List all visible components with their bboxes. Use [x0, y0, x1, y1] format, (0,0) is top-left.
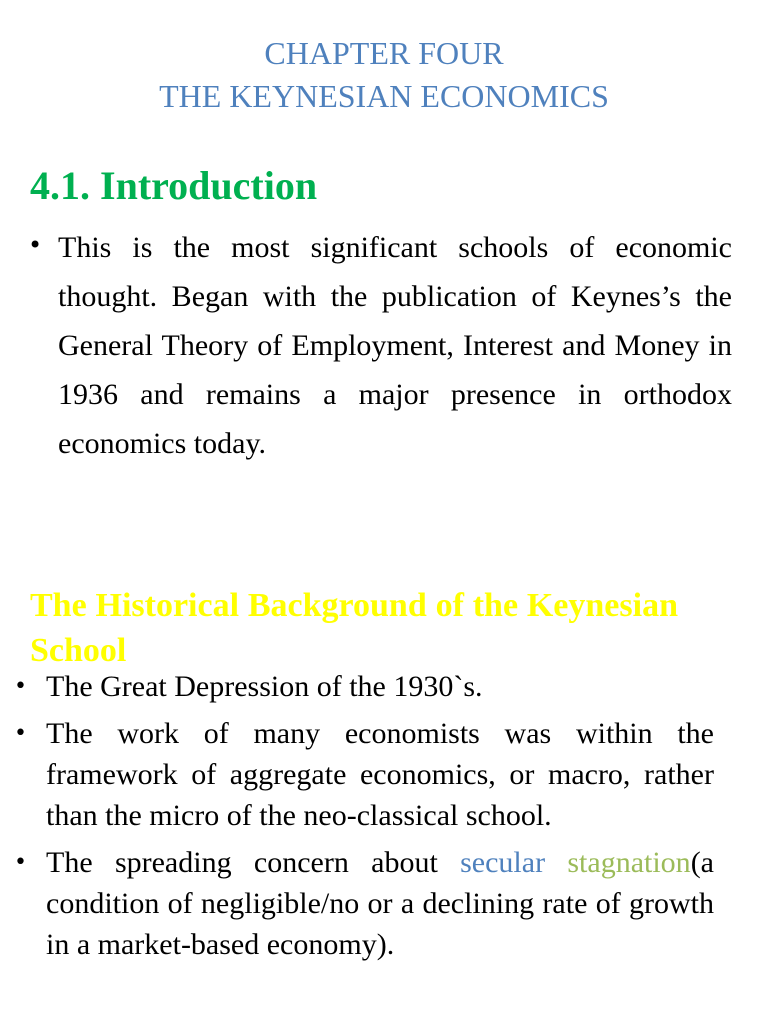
term-secular: secular: [460, 846, 546, 879]
bullet-icon: •: [14, 721, 27, 746]
intro-bullet-text: This is the most significant schools of economic thought. Began with the publication of Keynes’s the General Theory of Employment, Interest and Money in 1936 and remains a major presence in orthodox economics today.: [58, 231, 732, 460]
section-title: 4.1. Introduction: [30, 163, 318, 208]
chapter-heading: [0, 32, 768, 118]
history-heading: The Historical Background of the Keynesian School: [30, 587, 678, 669]
list-item: [28, 223, 732, 468]
list-item: [14, 842, 714, 965]
bullet-icon: •: [14, 850, 27, 875]
history-bullet-list: [14, 666, 714, 971]
history-bullet-text: The Great Depression of the 1930`s.: [46, 670, 483, 703]
history-bullet-text: The work of many economists was within the framework of aggregate economics, or macro, rather than the micro of the neo-classical school.: [46, 717, 714, 832]
term-stagnation: stagnation: [567, 846, 691, 879]
history-bullet-suffix: (a condition of negligible/no or a declining rate of growth in a market-based economy).: [46, 846, 714, 961]
bullet-icon: •: [14, 674, 27, 699]
intro-bullet-list: [28, 223, 732, 468]
list-item: [14, 713, 714, 836]
chapter-number: CHAPTER FOUR: [264, 35, 504, 71]
history-bullet-prefix: The spreading concern about: [46, 846, 461, 879]
list-item: [14, 666, 714, 707]
chapter-title: THE KEYNESIAN ECONOMICS: [159, 78, 609, 114]
bullet-icon: •: [28, 231, 43, 259]
